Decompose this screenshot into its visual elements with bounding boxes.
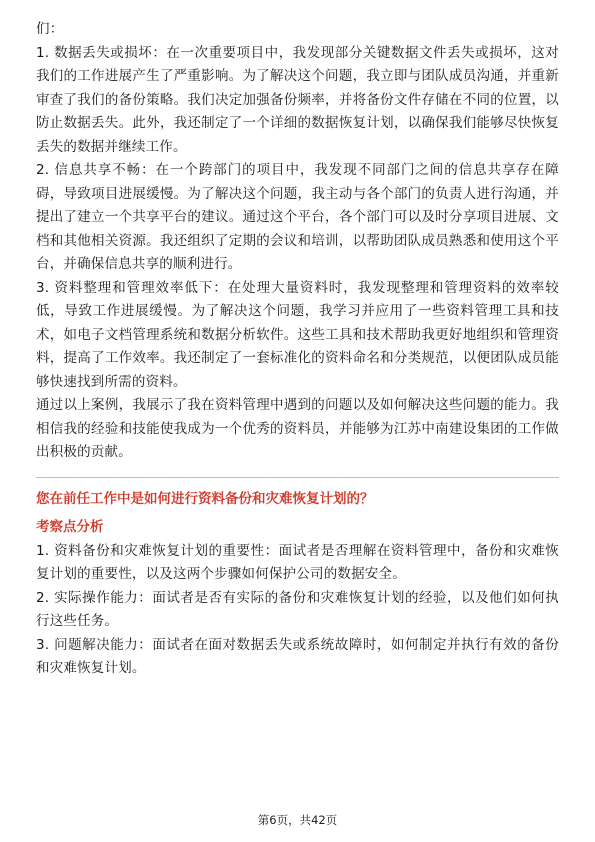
analysis-item: 2. 实际操作能力：面试者是否有实际的备份和灾难恢复计划的经验，以及他们如何执行这些任务。	[36, 589, 559, 629]
paragraph-conclusion: 通过以上案例，我展示了我在资料管理中遇到的问题以及如何解决这些问题的能力。我相信我的经验和技能使我成为一个优秀的资料员，并能够为江苏中南建设集团的工作做出积极的贡献。	[36, 397, 559, 460]
document-page	[36, 18, 559, 681]
answer-body	[36, 18, 559, 465]
paragraph-continuation: 们：	[36, 21, 64, 37]
analysis-list	[36, 540, 559, 681]
section-divider	[36, 477, 559, 478]
analysis-item: 3. 问题解决能力：面试者在面对数据丢失或系统故障时，如何制定并执行有效的备份和灾难恢复计划。	[36, 636, 559, 676]
analysis-title: 考察点分析	[36, 518, 104, 535]
paragraph-case-1: 1. 数据丢失或损坏：在一次重要项目中，我发现部分关键数据文件丢失或损坏，这对我们的工作进展产生了严重影响。为了解决这个问题，我立即与团队成员沟通，并重新审查了我们的备份策略。我们决定加强备份频率，并将备份文件存储在不同的位置，以防止数据丢失。此外，我还制定了一个详细的数据恢复计划，以确保我们能够尽快恢复丢失的数据并继续工作。	[36, 44, 559, 155]
analysis-item: 1. 资料备份和灾难恢复计划的重要性：面试者是否理解在资料管理中，备份和灾难恢复计划的重要性，以及这两个步骤如何保护公司的数据安全。	[36, 542, 559, 582]
interview-question: 您在前任工作中是如何进行资料备份和灾难恢复计划的？	[36, 490, 374, 507]
paragraph-case-3: 3. 资料整理和管理效率低下：在处理大量资料时，我发现整理和管理资料的效率较低，导致工作进展缓慢。为了解决这个问题，我学习并应用了一些资料管理工具和技术，如电子文档管理系统和数据分析软件。这些工具和技术帮助我更好地组织和管理资料，提高了工作效率。我还制定了一套标准化的资料命名和分类规范，以便团队成员能够快速找到所需的资料。	[36, 279, 559, 390]
paragraph-case-2: 2. 信息共享不畅：在一个跨部门的项目中，我发现不同部门之间的信息共享存在障碍，导致项目进展缓慢。为了解决这个问题，我主动与各个部门的负责人进行沟通，并提出了建立一个共享平台的建议。通过这个平台，各个部门可以及时分享项目进展、文档和其他相关资源。我还组织了定期的会议和培训，以帮助团队成员熟悉和使用这个平台，并确保信息共享的顺利进行。	[36, 162, 559, 272]
page-number: 第6页，共42页	[257, 813, 338, 827]
